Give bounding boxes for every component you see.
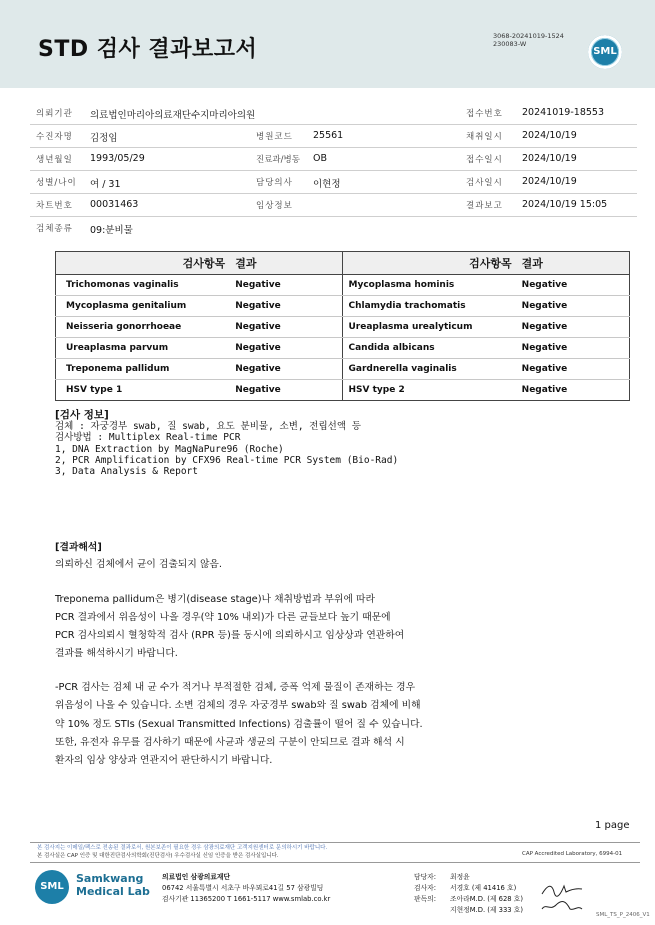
sex-age-value: 여 / 31 [90, 179, 121, 190]
staff-reader-1: 조아라M.D. (제 628 호) [450, 895, 524, 903]
specimen-value: 09:분비물 [90, 225, 133, 236]
report-header [0, 0, 655, 88]
test-result: Negative [235, 296, 342, 317]
footer-notice-2: 본 검사실은 CAP 인증 및 대한진단검사의학회(진단검사) 우수검사실 신임 인증을 받은 검사실입니다. [37, 853, 279, 859]
table-row [56, 296, 630, 317]
chart-no-value: 00031463 [90, 199, 139, 210]
receipt-no-value: 20241019-18553 [522, 107, 605, 118]
table-row [56, 338, 630, 359]
info-row-specimen: 검체종류 09:분비물 [36, 224, 133, 236]
test-item-name: Mycoplasma hominis [342, 275, 522, 296]
col-item-right: 검사항목 [342, 252, 522, 275]
test-item-name: Neisseria gonorrhoeae [56, 317, 236, 338]
interpretation-summary: 의뢰하신 검체에서 균이 검출되지 않음. [55, 559, 222, 570]
table-row [56, 275, 630, 296]
interpretation-line: -PCR 검사는 검체 내 균 수가 적거나 부적절한 검체, 증폭 억제 물질이 존재하는 경우 [55, 682, 416, 693]
interpretation-line: 결과를 해석하시기 바랍니다. [55, 648, 178, 659]
report-title: STD 검사 결과보고서 [38, 37, 258, 62]
test-result: Negative [235, 338, 342, 359]
test-item-name: Ureaplasma parvum [56, 338, 236, 359]
interpretation-line: 또한, 유전자 유무를 검사하기 때문에 사균과 생균의 구분이 안되므로 결과 해석 시 [55, 736, 405, 748]
collect-date-value: 2024/10/19 [522, 130, 577, 141]
org-contact: 검사기관 11365200 T 1661-5117 www.smlab.co.kr [162, 895, 331, 903]
test-result: Negative [522, 338, 630, 359]
test-result: Negative [522, 275, 630, 296]
test-result: Negative [235, 317, 342, 338]
test-item-name: HSV type 1 [56, 380, 236, 401]
test-result: Negative [522, 380, 630, 401]
doctor-value: 이현정 [313, 179, 341, 190]
report-code: 3068-20241019-1524 230083-W [493, 32, 564, 48]
test-item-name: Gardnerella vaginalis [342, 359, 522, 380]
info-row-chart: 차트번호 00031463 임상정보 결과보고 2024/10/19 15:05 [30, 193, 637, 217]
patient-name-value: 김정임 [90, 133, 118, 144]
interpretation-line: PCR 검사의뢰시 혈청학적 검사 (RPR 등)를 동시에 의뢰하시고 임상상과 연관하여 [55, 630, 405, 641]
interpretation-heading: [결과해석] [55, 542, 102, 553]
test-item-name: Chlamydia trachomatis [342, 296, 522, 317]
cap-accreditation: CAP Accredited Laboratory, 6994-01 [522, 851, 623, 857]
test-date-value: 2024/10/19 [522, 176, 577, 187]
staff-contact: 최정윤 [450, 873, 470, 881]
test-info-line: 검체 : 자궁경부 swab, 질 swab, 요도 분비물, 소변, 전립선액 등 [55, 421, 361, 432]
staff-reader-2: 지현정M.D. (제 333 호) [450, 906, 524, 914]
info-row-birth: 생년월일 1993/05/29 진료과/병동 OB 접수일시 2024/10/19 [30, 147, 637, 171]
ward-code-value: 25561 [313, 130, 344, 141]
footer-notice-1: 본 검사지는 이메일/팩스로 전송된 결과로서, 원본보존이 필요한 경우 삼광의료재단 고객지원센터로 문의하시기 바랍니다. [37, 845, 328, 851]
test-result: Negative [522, 317, 630, 338]
sml-logo: SML [588, 35, 622, 69]
info-row-institution: 의뢰기관 의료법인마리아의료재단수지마리아의원 접수번호 20241019-18553 [30, 101, 637, 125]
col-result-right: 결과 [522, 252, 630, 275]
results-header-row [56, 252, 630, 275]
test-item-name: HSV type 2 [342, 380, 522, 401]
test-info-heading: [검사 정보] [55, 409, 109, 421]
col-item-left: 검사항목 [56, 252, 236, 275]
results-table [55, 251, 630, 401]
brand-name: Samkwang Medical Lab [76, 872, 150, 898]
info-row-sex-age: 성별/나이 여 / 31 담당의사 이현정 검사일시 2024/10/19 [30, 170, 637, 194]
footer-divider-2 [30, 862, 640, 863]
table-row [56, 317, 630, 338]
interpretation-line: Treponema pallidum은 병기(disease stage)나 채취방법과 부위에 따라 [55, 594, 375, 605]
org-address: 06742 서울특별시 서초구 바우뫼로41길 57 삼광빌딩 [162, 884, 324, 892]
staff-tester: 서경호 (제 41416 호) [450, 884, 517, 892]
col-result-left: 결과 [235, 252, 342, 275]
table-row [56, 359, 630, 380]
page-number: 1 page [595, 820, 630, 831]
test-result: Negative [235, 380, 342, 401]
info-row-name: 수진자명 김정임 병원코드 25561 채취일시 2024/10/19 [30, 124, 637, 148]
signature-reader [540, 897, 584, 917]
report-date-value: 2024/10/19 15:05 [522, 199, 608, 210]
receipt-date-value: 2024/10/19 [522, 153, 577, 164]
test-info-line: 1, DNA Extraction by MagNaPure96 (Roche) [55, 443, 284, 455]
institution-value: 의료법인마리아의료재단수지마리아의원 [90, 110, 256, 121]
org-name: 의료법인 삼광의료재단 [162, 873, 231, 881]
test-item-name: Candida albicans [342, 338, 522, 359]
test-item-name: Ureaplasma urealyticum [342, 317, 522, 338]
interpretation-line: 환자의 임상 양상과 연관지어 판단하시기 바랍니다. [55, 755, 273, 767]
test-result: Negative [522, 359, 630, 380]
table-row [56, 380, 630, 401]
dept-value: OB [313, 153, 327, 164]
interpretation-line: PCR 결과에서 위음성이 나올 경우(약 10% 내외)가 다른 균들보다 높기 때문에 [55, 612, 391, 623]
test-result: Negative [522, 296, 630, 317]
test-result: Negative [235, 359, 342, 380]
test-info-line: 2, PCR Amplification by CFX96 Real-time PCR System (Bio-Rad) [55, 454, 399, 466]
interpretation-line: 약 10% 정도 STIs (Sexual Transmitted Infections) 검출률이 떨어 질 수 있습니다. [55, 718, 423, 730]
interpretation-line: 위음성이 나올 수 있습니다. 소변 검체의 경우 자궁경부 swab와 질 swab 검체에 비해 [55, 700, 421, 712]
test-info-line: 3, Data Analysis & Report [55, 466, 198, 478]
test-item-name: Mycoplasma genitalium [56, 296, 236, 317]
sml-footer-logo: SML [35, 870, 69, 904]
test-item-name: Trichomonas vaginalis [56, 275, 236, 296]
test-item-name: Treponema pallidum [56, 359, 236, 380]
birth-value: 1993/05/29 [90, 153, 145, 164]
form-code: SML_TS_P_2406_V1 [596, 912, 650, 918]
test-result: Negative [235, 275, 342, 296]
test-info-line: 검사방법 : Multiplex Real-time PCR [55, 432, 241, 444]
